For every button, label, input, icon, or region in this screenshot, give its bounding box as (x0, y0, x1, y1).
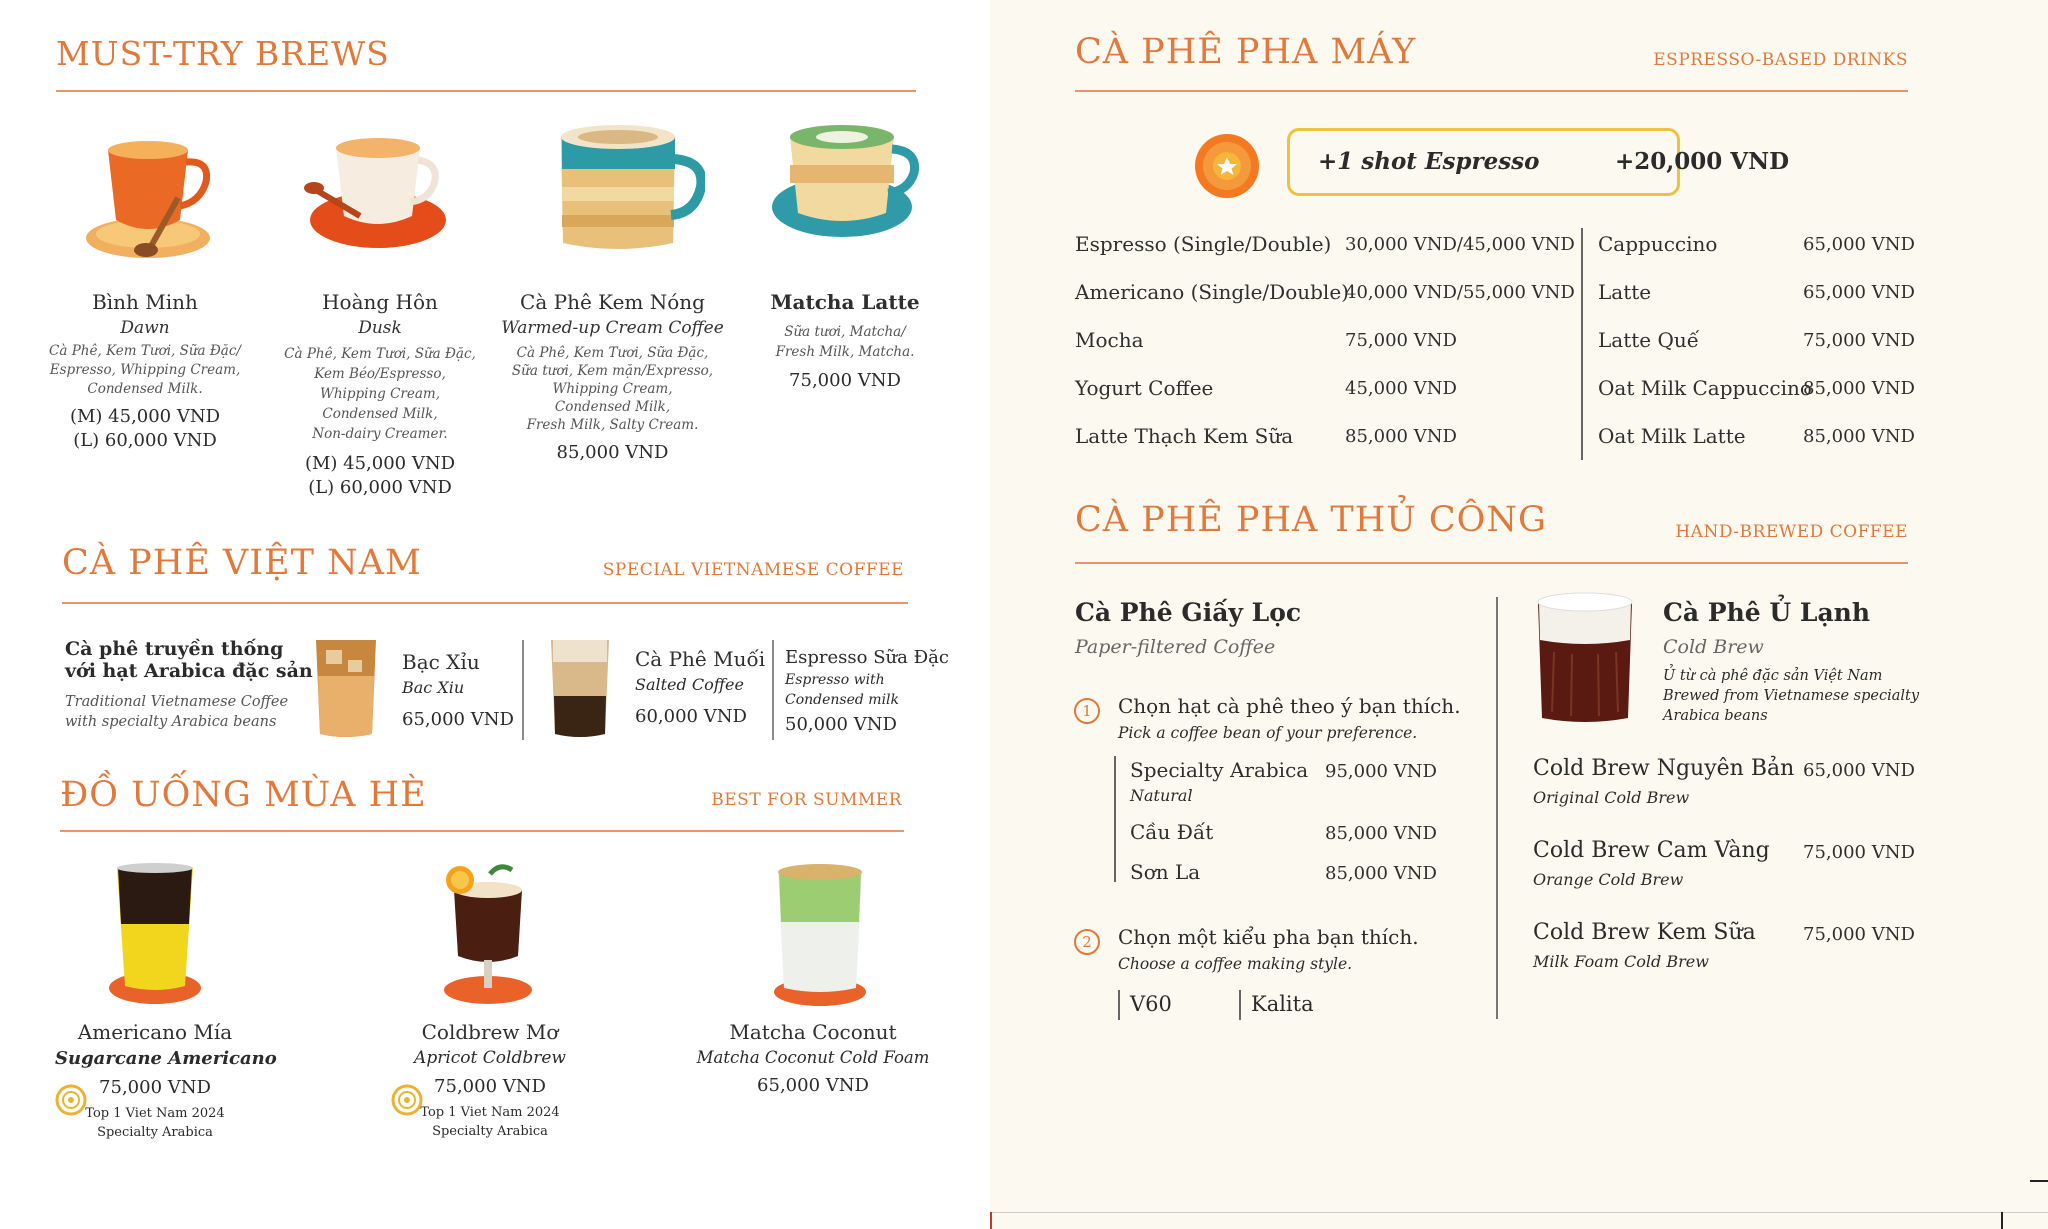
ingredient-line: Whipping Cream, (319, 386, 441, 402)
step-2-english: Choose a coffee making style. (1118, 955, 1353, 973)
vietnam-section-title: CÀ PHÊ VIỆT NAM (62, 543, 422, 583)
summer-section-subtitle: BEST FOR SUMMER (711, 790, 902, 810)
bean-name: Specialty Arabica (1130, 758, 1309, 782)
menu-item-name: Cappuccino (1598, 232, 1718, 256)
divider (1075, 90, 1908, 92)
menu-item-price: 85,000 VND (1803, 378, 1915, 399)
vietnam-intro-title: Cà phê truyền thống (65, 638, 284, 660)
page-edge-mark (990, 1212, 992, 1229)
step-2-number: 2 (1074, 929, 1100, 955)
menu-item-price: 65,000 VND (1803, 282, 1915, 303)
price-medium: (M) 45,000 VND (304, 453, 456, 474)
menu-item-name: Oat Milk Latte (1598, 424, 1746, 448)
bac-xiu-glass-image (310, 636, 382, 740)
summer-item-english: Sugarcane Americano (55, 1048, 277, 1069)
menu-item-price: 85,000 VND (1803, 426, 1915, 447)
award-text: Specialty Arabica (432, 1124, 548, 1139)
summer-item-name: Americano Mía (77, 1020, 233, 1044)
award-badge-icon (55, 1084, 87, 1116)
menu-item-name: Latte Quế (1598, 328, 1700, 352)
menu-item-price: 75,000 VND (1803, 330, 1915, 351)
divider (522, 640, 524, 740)
price-large: (L) 60,000 VND (308, 477, 452, 498)
filter-coffee-title: Cà Phê Giấy Lọc (1075, 598, 1302, 627)
divider (1581, 228, 1583, 460)
ingredient-line: Kem Béo/Espresso, (314, 366, 446, 382)
coldbrew-mo-glass-image (430, 860, 540, 1010)
step-2-text: Chọn một kiểu pha bạn thích. (1118, 925, 1419, 949)
americano-mia-glass-image (105, 862, 205, 1012)
vietnam-intro-title: với hạt Arabica đặc sản (65, 660, 313, 682)
summer-item-name: Matcha Coconut (729, 1020, 897, 1044)
divider (62, 602, 908, 604)
espresso-shot-badge-icon (1193, 132, 1261, 200)
cold-brew-item-price: 75,000 VND (1803, 842, 1915, 863)
divider (1496, 597, 1498, 1019)
cold-brew-item-price: 75,000 VND (1803, 924, 1915, 945)
ingredient-line: Fresh Milk, Salty Cream. (526, 417, 699, 433)
cold-brew-item-name: Cold Brew Kem Sữa (1533, 920, 1756, 945)
vietnam-intro-english: Traditional Vietnamese Coffee (65, 694, 289, 710)
price: 75,000 VND (99, 1077, 211, 1098)
cold-brew-glass-image (1532, 592, 1638, 727)
ingredient-line: Espresso, Whipping Cream, (49, 362, 241, 378)
right-page (990, 0, 2048, 1229)
hand-section-subtitle: HAND-BREWED COFFEE (1675, 522, 1908, 542)
matcha-coconut-glass-image (770, 862, 870, 1012)
must-try-item-name: Bình Minh (92, 290, 198, 314)
vietnam-item-name: Cà Phê Muối (635, 647, 766, 671)
ingredient-line: Condensed Milk, (554, 399, 671, 415)
bean-name: Cầu Đất (1130, 820, 1214, 844)
award-text: Specialty Arabica (97, 1125, 213, 1140)
cold-brew-english: Cold Brew (1663, 636, 1764, 658)
divider (60, 830, 904, 832)
cold-brew-description: Arabica beans (1663, 708, 1768, 724)
vietnam-section-subtitle: SPECIAL VIETNAMESE COFFEE (602, 560, 904, 580)
menu-item-price: 30,000 VND/45,000 VND (1345, 234, 1575, 255)
menu-item-price: 75,000 VND (1345, 330, 1457, 351)
vietnam-item-english: Espresso with (785, 672, 885, 688)
cream-coffee-mug-image (555, 125, 705, 255)
machine-section-subtitle: ESPRESSO-BASED DRINKS (1653, 50, 1908, 70)
vietnam-item-name: Espresso Sữa Đặc (785, 647, 949, 668)
cold-brew-item-price: 65,000 VND (1803, 760, 1915, 781)
summer-item-english: Apricot Coldbrew (414, 1048, 566, 1068)
must-try-item-name: Matcha Latte (770, 290, 920, 314)
brew-style-option: V60 (1130, 992, 1172, 1016)
menu-item-price: 85,000 VND (1345, 426, 1457, 447)
ingredient-line: Condensed Milk. (87, 381, 203, 397)
menu-item-price: 45,000 VND (1345, 378, 1457, 399)
ingredient-line: Sữa tươi, Matcha/ (784, 324, 906, 340)
must-try-item-name: Hoàng Hôn (322, 290, 438, 314)
cold-brew-item-name: Cold Brew Cam Vàng (1533, 838, 1770, 863)
must-try-item-english: Warmed-up Cream Coffee (501, 318, 724, 338)
vietnam-item-english: Condensed milk (785, 692, 900, 708)
ingredient-line: Cà Phê, Kem Tươi, Sữa Đặc, (284, 346, 476, 362)
price-large: (L) 60,000 VND (73, 430, 217, 451)
filter-coffee-english: Paper-filtered Coffee (1075, 636, 1276, 658)
page-edge-mark (2001, 1212, 2003, 1229)
must-try-title: MUST-TRY BREWS (56, 34, 390, 73)
menu-item-name: Americano (Single/Double) (1075, 280, 1349, 304)
bean-price: 95,000 VND (1325, 761, 1437, 782)
price: 75,000 VND (789, 370, 901, 391)
menu-item-name: Yogurt Coffee (1075, 376, 1214, 400)
vietnam-intro-english: with specialty Arabica beans (65, 714, 277, 730)
step-1-number: 1 (1074, 698, 1100, 724)
menu-item-price: 40,000 VND/55,000 VND (1345, 282, 1575, 303)
menu-item-name: Latte (1598, 280, 1652, 304)
step-1-text: Chọn hạt cà phê theo ý bạn thích. (1118, 694, 1461, 718)
vietnam-item-english: Bac Xiu (402, 678, 465, 697)
vietnam-item-english: Salted Coffee (635, 675, 744, 694)
binh-minh-cup-image (80, 120, 220, 265)
divider (772, 640, 774, 740)
price: 50,000 VND (785, 714, 897, 735)
price: 65,000 VND (757, 1075, 869, 1096)
machine-section-title: CÀ PHÊ PHA MÁY (1075, 32, 1417, 72)
divider (1114, 756, 1116, 882)
summer-item-name: Coldbrew Mơ (421, 1020, 559, 1044)
divider (56, 90, 916, 92)
matcha-latte-cup-image (770, 125, 920, 255)
hoang-hon-cup-image (300, 120, 450, 265)
cold-brew-description: Ủ từ cà phê đặc sản Việt Nam (1663, 668, 1883, 684)
menu-item-price: 65,000 VND (1803, 234, 1915, 255)
bean-note: Natural (1130, 786, 1193, 805)
price: 75,000 VND (434, 1076, 546, 1097)
divider (1118, 990, 1120, 1020)
vietnam-item-name: Bạc Xỉu (402, 650, 480, 674)
cold-brew-item-english: Milk Foam Cold Brew (1533, 952, 1709, 971)
must-try-item-english: Dawn (120, 318, 170, 338)
menu-item-name: Latte Thạch Kem Sữa (1075, 424, 1294, 448)
cold-brew-item-name: Cold Brew Nguyên Bản (1533, 756, 1795, 781)
ingredient-line: Condensed Milk, (322, 406, 438, 422)
menu-item-name: Oat Milk Cappuccino (1598, 376, 1812, 400)
page-edge-line (990, 1212, 2048, 1213)
price: 85,000 VND (556, 442, 669, 463)
divider (1075, 562, 1908, 564)
left-page (0, 0, 990, 1229)
bean-name: Sơn La (1130, 860, 1201, 884)
divider (1239, 990, 1241, 1020)
page-edge-mark (2030, 1180, 2048, 1182)
price: 60,000 VND (635, 706, 747, 727)
ingredient-line: Cà Phê, Kem Tươi, Sữa Đặc, (516, 345, 709, 361)
brew-style-option: Kalita (1251, 992, 1314, 1016)
menu-item-name: Mocha (1075, 328, 1144, 352)
cold-brew-title: Cà Phê Ủ Lạnh (1663, 598, 1871, 627)
bean-price: 85,000 VND (1325, 863, 1437, 884)
extra-shot-label: +1 shot Espresso (1318, 148, 1540, 175)
menu-item-name: Espresso (Single/Double) (1075, 232, 1332, 256)
award-text: Top 1 Viet Nam 2024 (420, 1105, 560, 1120)
ingredient-line: Whipping Cream, (552, 381, 673, 397)
bean-price: 85,000 VND (1325, 823, 1437, 844)
price-medium: (M) 45,000 VND (69, 406, 221, 427)
cold-brew-item-english: Orange Cold Brew (1533, 870, 1684, 889)
price: 65,000 VND (402, 709, 514, 730)
award-text: Top 1 Viet Nam 2024 (85, 1106, 225, 1121)
salted-coffee-glass-image (545, 636, 615, 740)
ingredient-line: Cà Phê, Kem Tươi, Sữa Đặc/ (49, 343, 241, 359)
summer-item-english: Matcha Coconut Cold Foam (696, 1048, 930, 1067)
step-1-english: Pick a coffee bean of your preference. (1118, 724, 1418, 742)
ingredient-line: Sữa tươi, Kem mặn/Expresso, (511, 363, 714, 379)
ingredient-line: Fresh Milk, Matcha. (775, 344, 915, 360)
must-try-item-english: Dusk (358, 318, 402, 338)
award-badge-icon (391, 1084, 423, 1116)
cold-brew-item-english: Original Cold Brew (1533, 788, 1690, 807)
extra-shot-box (1287, 128, 1790, 196)
hand-section-title: CÀ PHÊ PHA THỦ CÔNG (1075, 500, 1547, 540)
ingredient-line: Non-dairy Creamer. (312, 426, 448, 442)
must-try-item-name: Cà Phê Kem Nóng (520, 290, 705, 314)
extra-shot-price: +20,000 VND (1615, 148, 1790, 175)
summer-section-title: ĐỒ UỐNG MÙA HÈ (60, 775, 427, 815)
cold-brew-description: Brewed from Vietnamese specialty (1663, 688, 1920, 704)
